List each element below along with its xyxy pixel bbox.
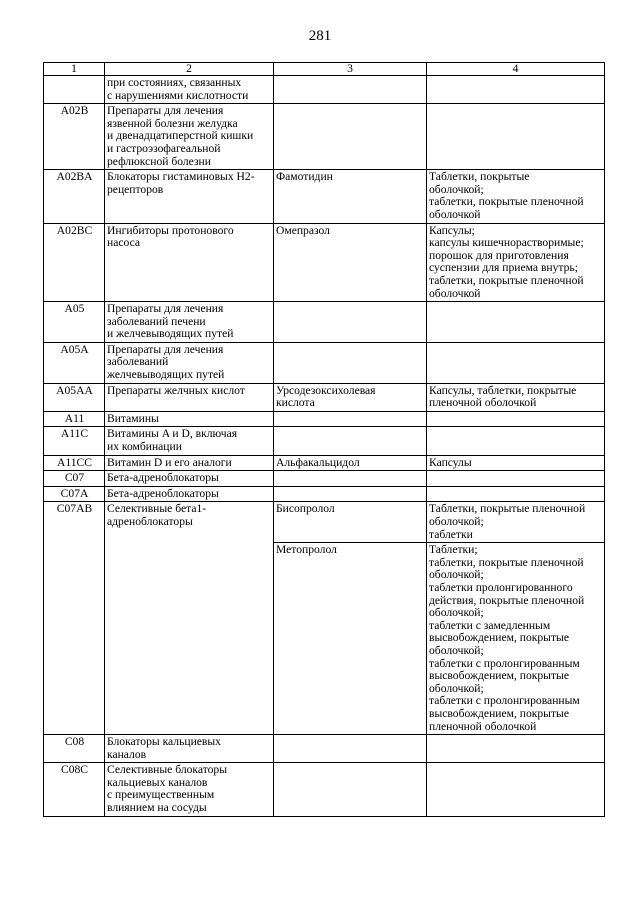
form-cell — [427, 735, 605, 763]
drug-cell — [274, 427, 427, 455]
drug-cell — [274, 411, 427, 427]
group-cell: Селективные блокаторы кальциевых каналов с преимущественным влиянием на сосуды — [105, 763, 274, 816]
group-cell: Препараты для лечения заболеваний печени и желчевыводящих путей — [105, 302, 274, 343]
code-cell: A11C — [44, 427, 105, 455]
drug-cell — [274, 342, 427, 383]
code-cell — [44, 76, 105, 104]
group-cell: Витамин D и его аналоги — [105, 455, 274, 471]
form-cell: Таблетки; таблетки, покрытые пленочной оболочкой; таблетки пролонгированного действия, покрытые пленочной оболочкой; таблетки с замедленным высвобождением, покрытые оболочкой; таблетки с пролонгированным высвобождением, покрытые оболочкой; таблетки с пролонгированным высвобождением, покрытые пленочной оболочкой — [427, 543, 605, 735]
code-cell: A11CC — [44, 455, 105, 471]
table-row — [44, 486, 605, 502]
form-cell — [427, 342, 605, 383]
drug-cell — [274, 763, 427, 816]
drug-cell: Альфакальцидол — [274, 455, 427, 471]
code-cell: A02BC — [44, 223, 105, 302]
table-row — [44, 502, 605, 543]
drug-list-table — [43, 62, 605, 817]
drug-cell — [274, 486, 427, 502]
form-cell: Капсулы; капсулы кишечнорастворимые; порошок для приготовления суспензии для приема внутрь; таблетки, покрытые пленочной оболочкой — [427, 223, 605, 302]
form-cell: Таблетки, покрытые оболочкой; таблетки, покрытые пленочной оболочкой — [427, 170, 605, 223]
table-header-row — [44, 63, 605, 76]
table-row — [44, 763, 605, 816]
header-cell: 3 — [274, 63, 427, 76]
table-row — [44, 427, 605, 455]
table-row — [44, 471, 605, 487]
drug-cell: Омепразол — [274, 223, 427, 302]
form-cell — [427, 486, 605, 502]
table-row — [44, 223, 605, 302]
drug-cell: Метопролол — [274, 543, 427, 735]
table-row — [44, 411, 605, 427]
group-cell: Препараты для лечения язвенной болезни желудка и двенадцатиперстной кишки и гастроэзофагеальной рефлюксной болезни — [105, 104, 274, 170]
drug-cell — [274, 76, 427, 104]
code-cell: A05 — [44, 302, 105, 343]
group-cell: Ингибиторы протонового насоса — [105, 223, 274, 302]
code-cell: A05A — [44, 342, 105, 383]
drug-cell: Фамотидин — [274, 170, 427, 223]
group-cell: Препараты желчных кислот — [105, 383, 274, 411]
table-row — [44, 383, 605, 411]
form-cell — [427, 763, 605, 816]
group-cell: Блокаторы гистаминовых H2- рецепторов — [105, 170, 274, 223]
group-cell: Витамины A и D, включая их комбинации — [105, 427, 274, 455]
group-cell: Препараты для лечения заболеваний желчевыводящих путей — [105, 342, 274, 383]
header-cell: 1 — [44, 63, 105, 76]
code-cell: C07AB — [44, 502, 105, 735]
table-row — [44, 342, 605, 383]
form-cell — [427, 411, 605, 427]
form-cell: Капсулы, таблетки, покрытые пленочной оболочкой — [427, 383, 605, 411]
group-cell: при состояниях, связанных с нарушениями кислотности — [105, 76, 274, 104]
group-cell: Витамины — [105, 411, 274, 427]
code-cell: A11 — [44, 411, 105, 427]
drug-cell — [274, 735, 427, 763]
form-cell: Капсулы — [427, 455, 605, 471]
page-number: 281 — [308, 28, 332, 44]
code-cell: C08 — [44, 735, 105, 763]
drug-cell — [274, 471, 427, 487]
code-cell: A02B — [44, 104, 105, 170]
table-row — [44, 104, 605, 170]
form-cell — [427, 104, 605, 170]
form-cell: Таблетки, покрытые пленочной оболочкой; таблетки — [427, 502, 605, 543]
table-row — [44, 455, 605, 471]
drug-cell — [274, 104, 427, 170]
drug-cell: Урсодезоксихолевая кислота — [274, 383, 427, 411]
drug-cell — [274, 302, 427, 343]
form-cell — [427, 427, 605, 455]
code-cell: C07 — [44, 471, 105, 487]
form-cell — [427, 302, 605, 343]
table-row — [44, 735, 605, 763]
header-cell: 4 — [427, 63, 605, 76]
group-cell: Бета-адреноблокаторы — [105, 486, 274, 502]
drug-cell: Бисопролол — [274, 502, 427, 543]
group-cell: Блокаторы кальциевых каналов — [105, 735, 274, 763]
table-row — [44, 170, 605, 223]
group-cell: Бета-адреноблокаторы — [105, 471, 274, 487]
form-cell — [427, 471, 605, 487]
header-cell: 2 — [105, 63, 274, 76]
code-cell: A02BA — [44, 170, 105, 223]
code-cell: A05AA — [44, 383, 105, 411]
code-cell: C08C — [44, 763, 105, 816]
table-row — [44, 302, 605, 343]
code-cell: C07A — [44, 486, 105, 502]
form-cell — [427, 76, 605, 104]
group-cell: Селективные бета1- адреноблокаторы — [105, 502, 274, 735]
table-row — [44, 76, 605, 104]
